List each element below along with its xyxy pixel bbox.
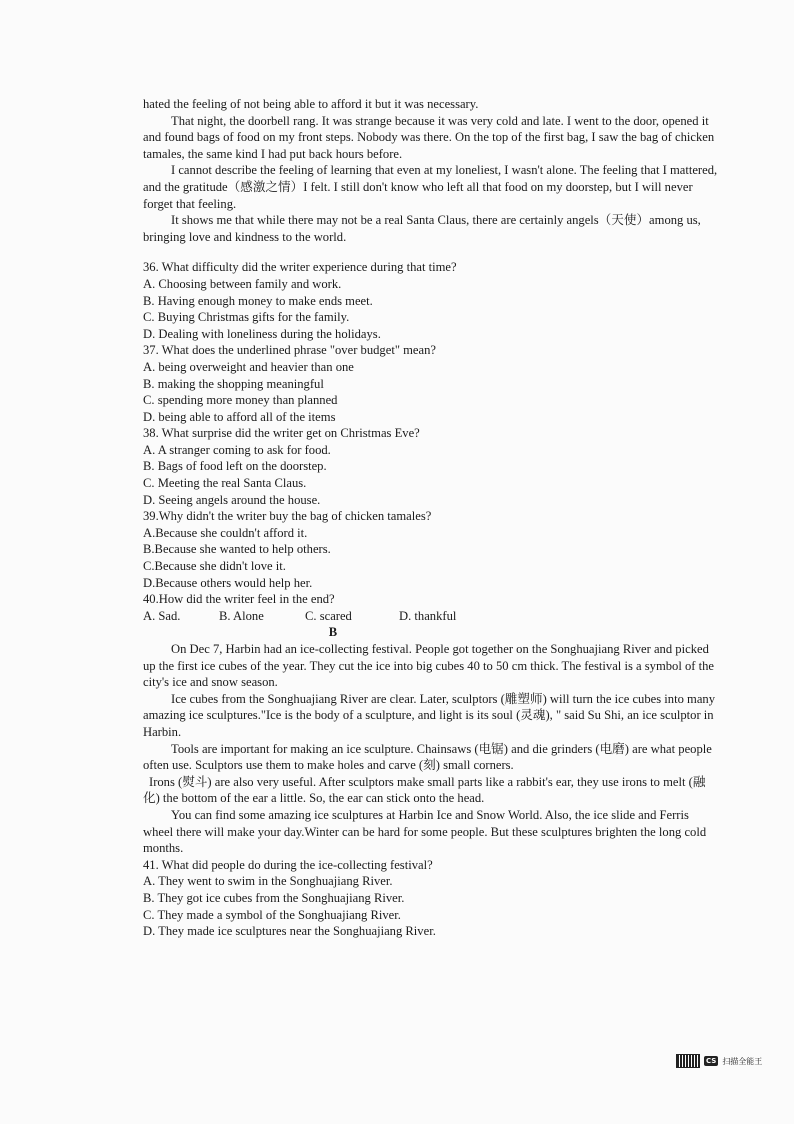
option-d: D. Dealing with loneliness during the holidays.: [143, 326, 381, 341]
option-b: B. Bags of food left on the doorstep.: [143, 459, 327, 474]
question-40: [143, 591, 718, 624]
option-a: A. being overweight and heavier than one: [143, 359, 354, 374]
passage-paragraph: It shows me that while there may not be a real Santa Claus, there are certainly angels（天使）among us, bringing love and kindness to the world.: [143, 213, 701, 244]
passage-paragraph: I cannot describe the feeling of learning that even at my loneliest, I wasn't alone. The feeling that I mattered, and the gratitude（感激之情）I felt. I still don't know who left all that food on my doorstep, but I will never forget that feeling.: [143, 163, 718, 211]
question-41: [143, 857, 718, 940]
passage-paragraph: Ice cubes from the Songhuajiang River are clear. Later, sculptors (雕塑师) will turn the ice cubes into many amazing ice sculptures."Ice is the body of a sculpture, and light is its soul (灵魂), " said Su Shi, an ice sculptor in Harbin.: [143, 691, 716, 739]
question-text: 38. What surprise did the writer get on Christmas Eve?: [143, 426, 420, 441]
option-d: D. being able to afford all of the items: [143, 409, 336, 424]
option-b: B. They got ice cubes from the Songhuajiang River.: [143, 890, 405, 905]
passage-paragraph: Tools are important for making an ice sculpture. Chainsaws (电锯) and die grinders (电磨) are what people often use. Sculptors use them to make holes and carve (刻) small corners.: [143, 741, 712, 773]
question-text: 36. What difficulty did the writer experience during that time?: [143, 260, 457, 275]
qr-code-icon: [676, 1054, 700, 1068]
page-content: [143, 96, 718, 940]
option-d: D. Seeing angels around the house.: [143, 492, 321, 507]
options-row: [143, 608, 718, 625]
option-b: B. making the shopping meaningful: [143, 376, 324, 391]
section-heading: B: [328, 625, 338, 640]
option-d: D. They made ice sculptures near the Songhuajiang River.: [143, 924, 436, 939]
option-d: D. thankful: [399, 608, 457, 623]
option-c: C. Buying Christmas gifts for the family.: [143, 310, 350, 325]
option-b: B. Alone: [219, 608, 264, 623]
passage-paragraph: You can find some amazing ice sculptures at Harbin Ice and Snow World. Also, the ice slide and Ferris wheel there will make your day.Winter can be hard for some people. But these sculptures brighten the long cold months.: [143, 807, 707, 856]
question-text: 37. What does the underlined phrase "over budget" mean?: [143, 343, 436, 358]
scanner-watermark: [676, 1054, 762, 1068]
question-37: [143, 342, 718, 425]
question-text: 40.How did the writer feel in the end?: [143, 592, 335, 607]
option-b: B. Having enough money to make ends meet.: [143, 293, 373, 308]
option-c: C.Because she didn't love it.: [143, 559, 286, 574]
camscanner-badge: CS: [706, 1057, 717, 1065]
question-36: [143, 259, 718, 342]
passage-paragraph: Irons (熨斗) are also very useful. After sculptors make small parts like a rabbit's ear, they use irons to melt (融化) the bottom of the ear a little. So, the ear can stick onto the head.: [143, 774, 706, 806]
passage-paragraph: On Dec 7, Harbin had an ice-collecting festival. People got together on the Songhuajiang River and picked up the first ice cubes of the year. They cut the ice into big cubes 40 to 50 cm thick. The festival is a symbol of the city's ice and snow season.: [143, 642, 715, 690]
question-38: [143, 425, 718, 508]
spacer: [143, 245, 718, 259]
option-a: A. A stranger coming to ask for food.: [143, 442, 331, 457]
question-text: 39.Why didn't the writer buy the bag of chicken tamales?: [143, 509, 432, 524]
option-c: C. Meeting the real Santa Claus.: [143, 476, 307, 491]
question-39: [143, 508, 718, 591]
passage-paragraph: hated the feeling of not being able to afford it but it was necessary.: [143, 97, 479, 111]
question-text: 41. What did people do during the ice-collecting festival?: [143, 857, 433, 872]
passage-paragraph: That night, the doorbell rang. It was strange because it was very cold and late. I went to the door, opened it and found bags of food on my front steps. Nobody was there. On the top of the first bag, I saw the bag of chicken tamales, the same kind I had put back hours before.: [143, 113, 715, 161]
watermark-text: 扫描全能王: [722, 1056, 763, 1066]
option-a: A. They went to swim in the Songhuajiang River.: [143, 874, 393, 889]
option-c: C. spending more money than planned: [143, 393, 338, 408]
option-a: A. Choosing between family and work.: [143, 276, 342, 291]
option-b: B.Because she wanted to help others.: [143, 542, 331, 557]
option-a: A.Because she couldn't afford it.: [143, 525, 308, 540]
option-c: C. scared: [305, 608, 352, 623]
option-c: C. They made a symbol of the Songhuajiang River.: [143, 907, 401, 922]
option-d: D.Because others would help her.: [143, 575, 313, 590]
option-a: A. Sad.: [143, 608, 181, 623]
